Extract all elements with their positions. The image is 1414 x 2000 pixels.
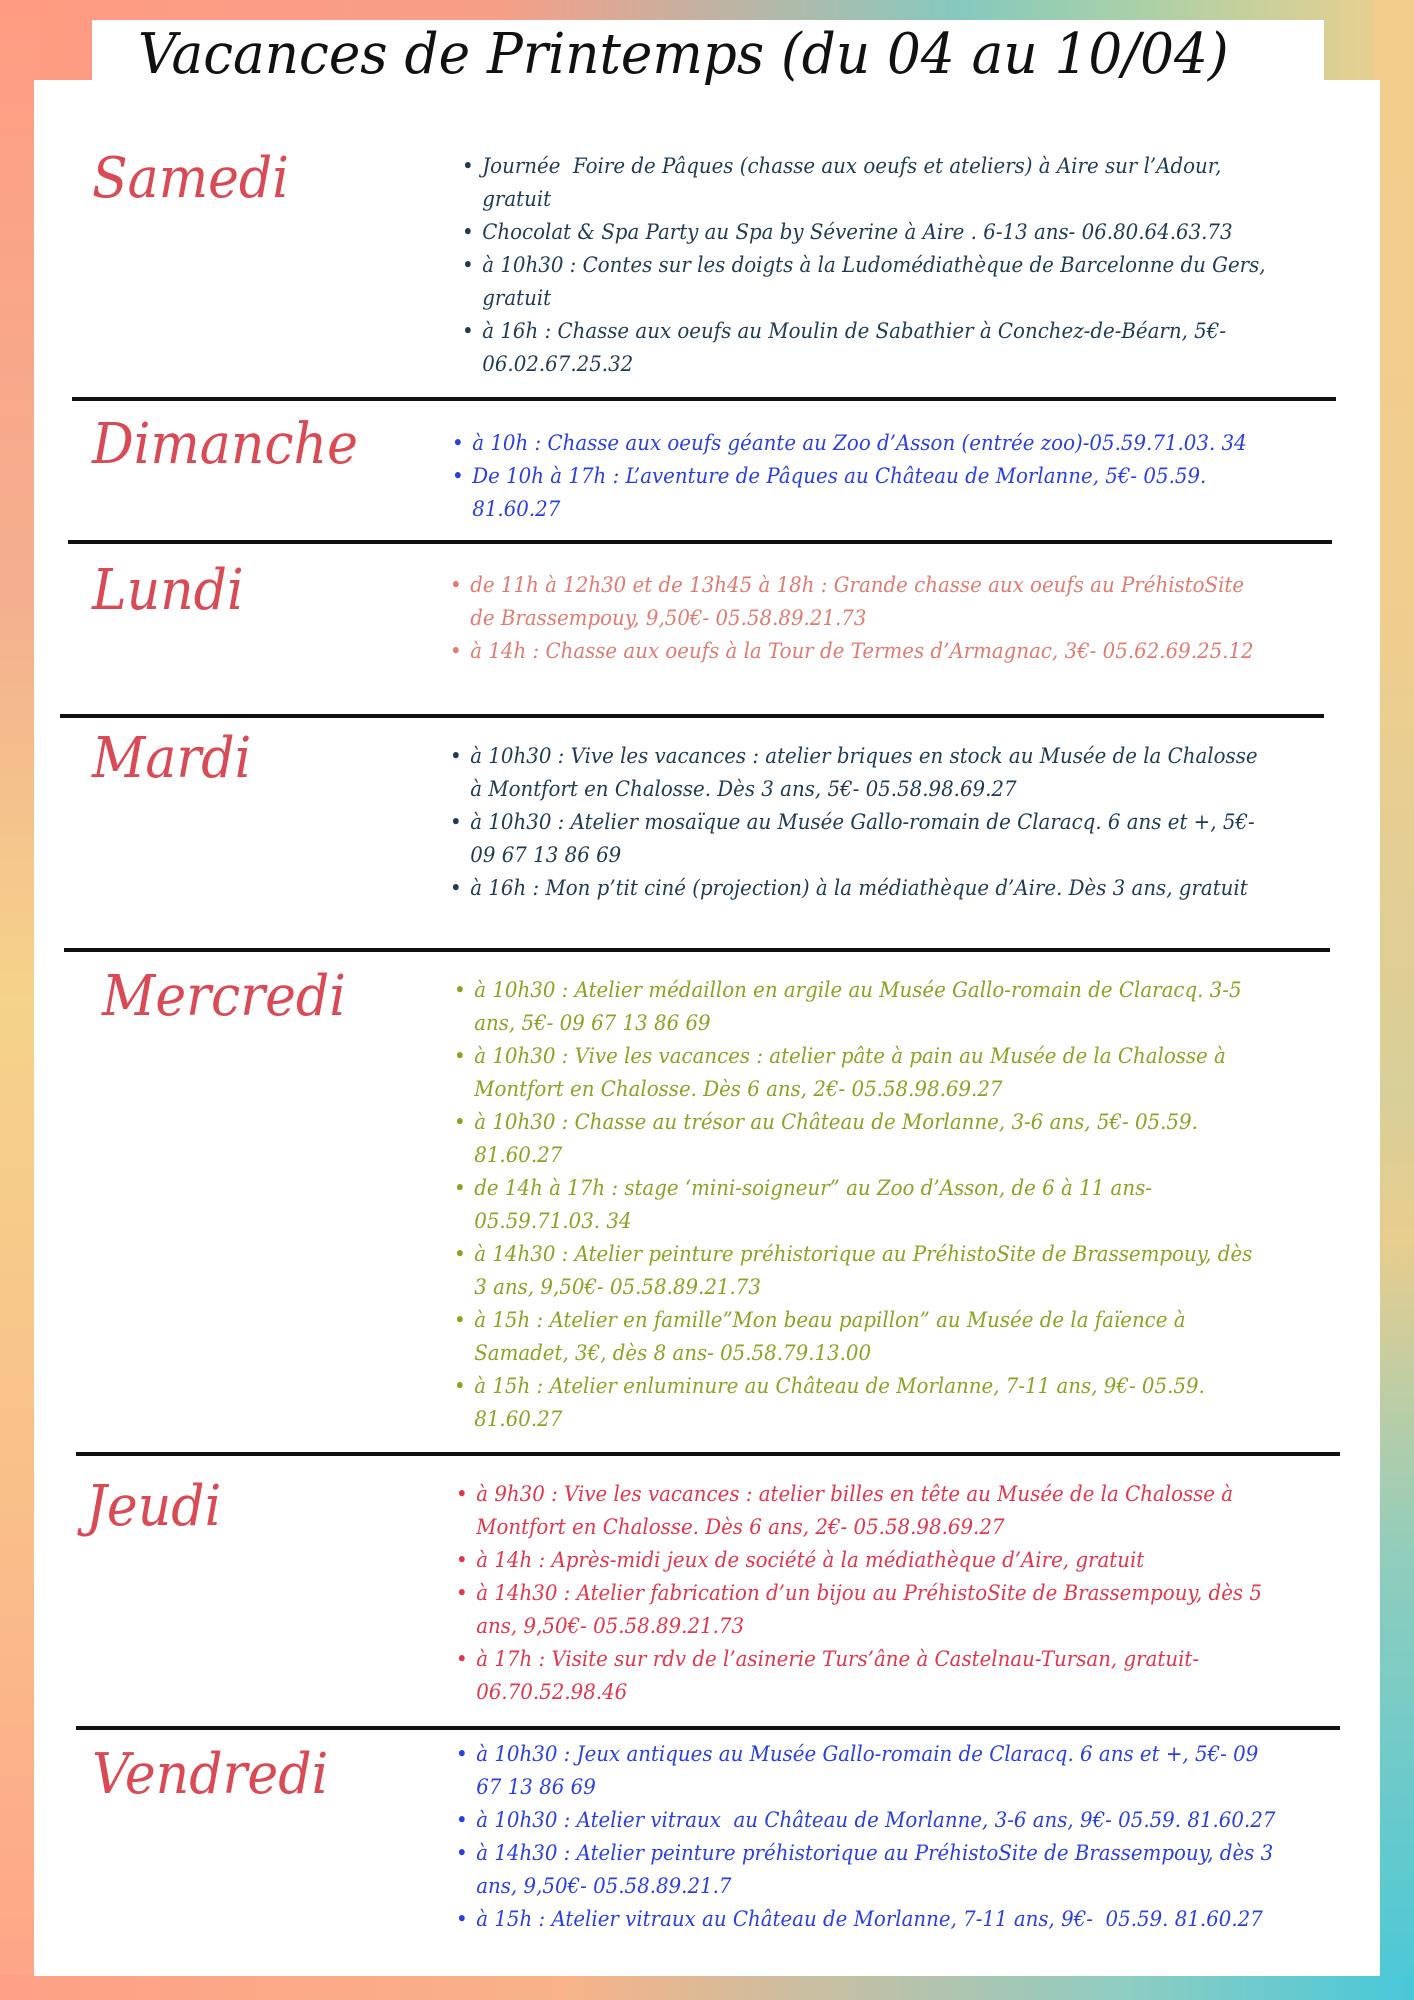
event-item: • de 14h à 17h : stage ‘mini-soigneur” au Zoo d’Asson, de 6 à 11 ans- 05.59.71.03. 34 xyxy=(454,1172,1264,1238)
event-list-mardi xyxy=(450,740,1330,905)
divider xyxy=(68,540,1332,544)
day-label-vendredi: Vendredi xyxy=(92,1742,329,1807)
event-item: • à 14h : Chasse aux oeufs à la Tour de Termes d’Armagnac, 3€- 05.62.69.25.12 xyxy=(450,635,1260,668)
event-item: • De 10h à 17h : L’aventure de Pâques au Château de Morlanne, 5€- 05.59. 81.60.27 xyxy=(452,460,1262,526)
event-item: • Journée Foire de Pâques (chasse aux oeufs et ateliers) à Aire sur l’Adour, gratuit xyxy=(462,150,1272,216)
day-label-samedi: Samedi xyxy=(92,146,289,211)
divider xyxy=(72,397,1336,401)
event-item: • à 14h30 : Atelier fabrication d’un bijou au PréhistoSite de Brassempouy, dès 5 ans, 9,50€- 05.58.89.21.73 xyxy=(456,1577,1266,1643)
page-title: Vacances de Printemps (du 04 au 10/04) xyxy=(138,22,1229,87)
event-item: • à 17h : Visite sur rdv de l’asinerie Turs’âne à Castelnau-Tursan, gratuit- 06.70.52.98.46 xyxy=(456,1643,1266,1709)
event-item: • à 10h30 : Atelier médaillon en argile au Musée Gallo-romain de Claracq. 3-5 ans, 5€- 09 67 13 86 69 xyxy=(454,974,1264,1040)
event-list-jeudi xyxy=(456,1478,1336,1709)
event-item: • à 10h30 : Contes sur les doigts à la Ludomédiathèque de Barcelonne du Gers, gratuit xyxy=(462,249,1272,315)
event-item: • à 15h : Atelier enluminure au Château de Morlanne, 7-11 ans, 9€- 05.59. 81.60.27 xyxy=(454,1370,1264,1436)
event-item: • Chocolat & Spa Party au Spa by Séverine à Aire . 6-13 ans- 06.80.64.63.73 xyxy=(462,216,1272,249)
event-item: • à 9h30 : Vive les vacances : atelier billes en tête au Musée de la Chalosse à Montfort en Chalosse. Dès 6 ans, 2€- 05.58.98.69.27 xyxy=(456,1478,1266,1544)
day-label-lundi: Lundi xyxy=(92,558,244,623)
event-item: • à 10h30 : Jeux antiques au Musée Gallo-romain de Claracq. 6 ans et +, 5€- 09 67 13 86 69 xyxy=(456,1738,1284,1804)
event-item: • à 16h : Mon p’tit ciné (projection) à la médiathèque d’Aire. Dès 3 ans, gratuit xyxy=(450,872,1260,905)
day-label-jeudi: Jeudi xyxy=(86,1474,222,1539)
background-gradient-right xyxy=(1374,0,1414,2000)
event-item: • à 15h : Atelier en famille”Mon beau papillon” au Musée de la faïence à Samadet, 3€, dès 8 ans- 05.58.79.13.00 xyxy=(454,1304,1264,1370)
event-list-mercredi xyxy=(454,974,1334,1436)
day-label-mercredi: Mercredi xyxy=(102,964,346,1029)
divider xyxy=(60,714,1324,718)
event-item: • à 14h30 : Atelier peinture préhistorique au PréhistoSite de Brassempouy, dès 3 ans, 9,50€- 05.58.89.21.7 xyxy=(456,1837,1284,1903)
event-item: • à 14h30 : Atelier peinture préhistorique au PréhistoSite de Brassempouy, dès 3 ans, 9,50€- 05.58.89.21.73 xyxy=(454,1238,1264,1304)
event-list-dimanche xyxy=(452,427,1332,526)
background-gradient-bottom xyxy=(0,1975,1414,2000)
event-item: • à 14h : Après-midi jeux de société à la médiathèque d’Aire, gratuit xyxy=(456,1544,1266,1577)
event-item: • à 10h30 : Atelier mosaïque au Musée Gallo-romain de Claracq. 6 ans et +, 5€- 09 67 13 86 69 xyxy=(450,806,1260,872)
event-item: • à 16h : Chasse aux oeufs au Moulin de Sabathier à Conchez-de-Béarn, 5€- 06.02.67.25.32 xyxy=(462,315,1272,381)
event-item: • à 10h30 : Vive les vacances : atelier briques en stock au Musée de la Chalosse à Montfort en Chalosse. Dès 3 ans, 5€- 05.58.98.69.27 xyxy=(450,740,1260,806)
day-label-dimanche: Dimanche xyxy=(92,412,358,477)
event-item: • de 11h à 12h30 et de 13h45 à 18h : Grande chasse aux oeufs au PréhistoSite de Brassempouy, 9,50€- 05.58.89.21.73 xyxy=(450,569,1260,635)
event-list-vendredi xyxy=(456,1738,1356,1936)
divider xyxy=(64,948,1330,952)
event-item: • à 15h : Atelier vitraux au Château de Morlanne, 7-11 ans, 9€- 05.59. 81.60.27 xyxy=(456,1903,1284,1936)
event-list-samedi xyxy=(462,150,1342,381)
divider xyxy=(76,1726,1340,1730)
event-list-lundi xyxy=(450,569,1330,668)
event-item: • à 10h30 : Vive les vacances : atelier pâte à pain au Musée de la Chalosse à Montfort en Chalosse. Dès 6 ans, 2€- 05.58.98.69.27 xyxy=(454,1040,1264,1106)
day-label-mardi: Mardi xyxy=(92,726,252,791)
event-item: • à 10h : Chasse aux oeufs géante au Zoo d’Asson (entrée zoo)-05.59.71.03. 34 xyxy=(452,427,1262,460)
divider xyxy=(76,1452,1340,1456)
event-item: • à 10h30 : Chasse au trésor au Château de Morlanne, 3-6 ans, 5€- 05.59. 81.60.27 xyxy=(454,1106,1264,1172)
event-item: • à 10h30 : Atelier vitraux au Château de Morlanne, 3-6 ans, 9€- 05.59. 81.60.27 xyxy=(456,1804,1284,1837)
